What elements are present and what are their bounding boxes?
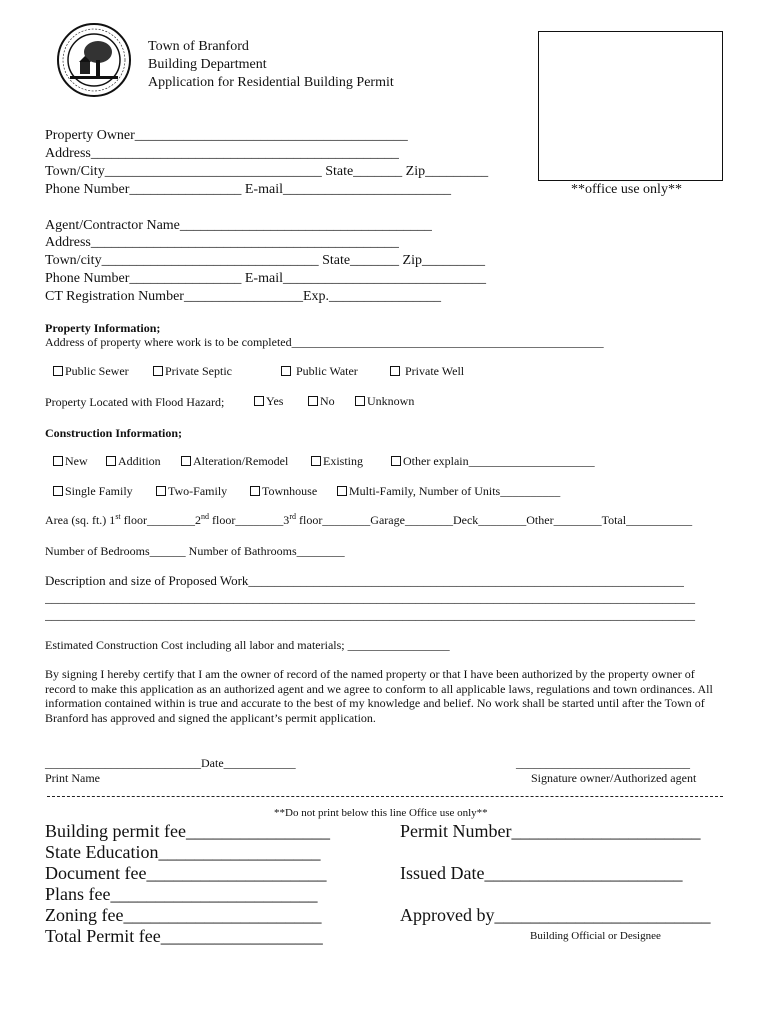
- new-option[interactable]: New: [53, 454, 88, 469]
- agent-town-city-field[interactable]: Town/city_______________________________ State_______ Zip_________: [45, 253, 486, 268]
- ct-registration-field[interactable]: CT Registration Number_________________Exp.________________: [45, 289, 441, 304]
- checkbox-icon[interactable]: [53, 486, 63, 496]
- private-well-option[interactable]: Private Well: [390, 364, 464, 379]
- approved-by-field[interactable]: Approved by________________________: [400, 905, 711, 925]
- plans-fee-field[interactable]: Plans fee_______________________: [45, 884, 318, 904]
- single-family-option[interactable]: Single Family: [53, 484, 133, 499]
- town-name: Town of Branford: [148, 39, 249, 54]
- agent-address-field[interactable]: Address____________________________________________: [45, 235, 399, 250]
- checkbox-icon[interactable]: [250, 486, 260, 496]
- checkbox-icon[interactable]: [337, 486, 347, 496]
- signature-label: Signature owner/Authorized agent: [531, 771, 697, 785]
- checkbox-icon[interactable]: [281, 366, 291, 376]
- cut-line-divider: [47, 796, 723, 797]
- public-water-option[interactable]: Public Water: [281, 364, 358, 379]
- department-name: Building Department: [148, 57, 267, 72]
- checkbox-icon[interactable]: [53, 366, 63, 376]
- flood-yes-option[interactable]: Yes: [254, 394, 283, 409]
- multi-family-option[interactable]: Multi-Family, Number of Units__________: [337, 484, 560, 499]
- building-permit-fee-field[interactable]: Building permit fee________________: [45, 821, 330, 841]
- checkbox-icon[interactable]: [181, 456, 191, 466]
- flood-no-option[interactable]: No: [308, 394, 335, 409]
- bedrooms-bathrooms-field[interactable]: Number of Bedrooms______ Number of Bathrooms________: [45, 544, 345, 558]
- alteration-remodel-option[interactable]: Alteration/Remodel: [181, 454, 288, 469]
- state-education-field[interactable]: State Education__________________: [45, 842, 321, 862]
- flood-hazard-label: Property Located with Flood Hazard;: [45, 395, 225, 409]
- owner-phone-email-field[interactable]: Phone Number________________ E-mail________________________: [45, 182, 451, 197]
- checkbox-icon[interactable]: [156, 486, 166, 496]
- checkbox-icon[interactable]: [106, 456, 116, 466]
- townhouse-option[interactable]: Townhouse: [250, 484, 317, 499]
- permit-number-field[interactable]: Permit Number_____________________: [400, 821, 701, 841]
- area-fields[interactable]: Area (sq. ft.) 1st floor________2nd floor________3rd floor________Garage________Deck________Other________Total___________: [45, 512, 693, 527]
- town-seal-logo: [56, 22, 132, 98]
- other-option[interactable]: Other explain_____________________: [391, 454, 595, 469]
- certification-statement: By signing I hereby certify that I am the owner of record of the named property or that I have been authorized by the property owner of record to make this application as an authorized agent and we agree to conform to all applicable laws, regulations and town ordinances. All information contained within is true and accurate to the best of my knowledge and belief. No work shall be started until after the Town of Branford has approved and signed the applicant’s permit application.: [45, 667, 713, 725]
- checkbox-icon[interactable]: [254, 396, 264, 406]
- existing-option[interactable]: Existing: [311, 454, 363, 469]
- checkbox-icon[interactable]: [355, 396, 365, 406]
- description-field[interactable]: Description and size of Proposed Work___________________________________________________________________: [45, 573, 684, 588]
- document-fee-field[interactable]: Document fee____________________: [45, 863, 327, 883]
- construction-cost-field[interactable]: Estimated Construction Cost including all labor and materials; _________________: [45, 638, 450, 652]
- office-use-stamp-box: [538, 31, 723, 181]
- print-name-label: Print Name: [45, 771, 100, 785]
- public-sewer-option[interactable]: Public Sewer: [53, 364, 129, 379]
- two-family-option[interactable]: Two-Family: [156, 484, 227, 499]
- checkbox-icon[interactable]: [311, 456, 321, 466]
- owner-town-city-field[interactable]: Town/City_______________________________ State_______ Zip_________: [45, 164, 489, 179]
- form-title: Application for Residential Building Permit: [148, 75, 394, 90]
- checkbox-icon[interactable]: [53, 456, 63, 466]
- office-use-note: **Do not print below this line Office use only**: [274, 807, 488, 819]
- checkbox-icon[interactable]: [153, 366, 163, 376]
- description-line-2[interactable]: ____________________________________________________________________________________________________: [45, 590, 695, 605]
- zoning-fee-field[interactable]: Zoning fee______________________: [45, 905, 322, 925]
- checkbox-icon[interactable]: [308, 396, 318, 406]
- issued-date-field[interactable]: Issued Date______________________: [400, 863, 683, 883]
- property-address-field[interactable]: Address of property where work is to be completed____________________________________________________: [45, 335, 604, 349]
- addition-option[interactable]: Addition: [106, 454, 161, 469]
- construction-info-heading: Construction Information;: [45, 426, 182, 440]
- agent-name-field[interactable]: Agent/Contractor Name____________________________________: [45, 218, 432, 233]
- office-use-label: **office use only**: [571, 182, 682, 197]
- owner-address-field[interactable]: Address____________________________________________: [45, 146, 399, 161]
- signature-line[interactable]: _____________________________: [516, 756, 690, 770]
- checkbox-icon[interactable]: [390, 366, 400, 376]
- description-line-3[interactable]: ____________________________________________________________________________________________________: [45, 607, 695, 622]
- print-name-date-line[interactable]: __________________________Date____________: [45, 756, 296, 770]
- total-permit-fee-field[interactable]: Total Permit fee__________________: [45, 926, 323, 946]
- private-septic-option[interactable]: Private Septic: [153, 364, 232, 379]
- building-official-label: Building Official or Designee: [530, 930, 661, 942]
- property-info-heading: Property Information;: [45, 321, 161, 335]
- agent-phone-email-field[interactable]: Phone Number________________ E-mail_____________________________: [45, 271, 486, 286]
- checkbox-icon[interactable]: [391, 456, 401, 466]
- property-owner-field[interactable]: Property Owner_______________________________________: [45, 128, 408, 143]
- flood-unknown-option[interactable]: Unknown: [355, 394, 414, 409]
